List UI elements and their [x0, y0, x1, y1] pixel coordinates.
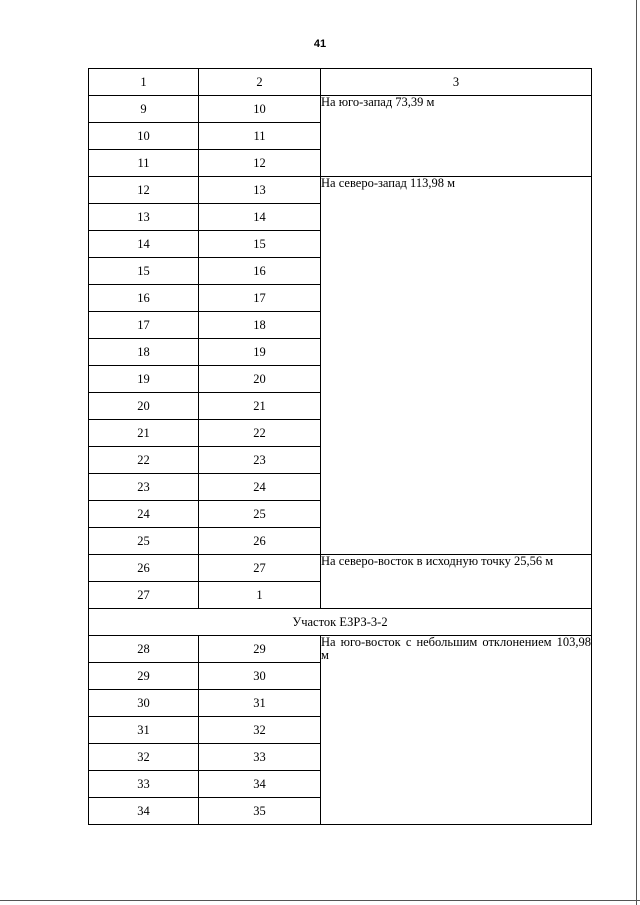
point-from-cell: 15: [89, 258, 199, 285]
table-header-row: [89, 69, 592, 96]
point-to-cell: 10: [199, 96, 321, 123]
point-to-cell: 27: [199, 555, 321, 582]
page-border-right: [636, 0, 637, 905]
table-row: [89, 96, 592, 123]
point-from-cell: 12: [89, 177, 199, 204]
point-to-cell: 19: [199, 339, 321, 366]
point-from-cell: 16: [89, 285, 199, 312]
point-to-cell: 20: [199, 366, 321, 393]
point-to-cell: 30: [199, 663, 321, 690]
point-from-cell: 18: [89, 339, 199, 366]
point-from-cell: 25: [89, 528, 199, 555]
point-from-cell: 23: [89, 474, 199, 501]
direction-description-cell: На северо-запад 113,98 м: [321, 177, 592, 555]
page-border-bottom: [0, 900, 640, 901]
point-to-cell: 12: [199, 150, 321, 177]
point-from-cell: 34: [89, 798, 199, 825]
page-number: 41: [313, 38, 327, 50]
direction-description-cell: На юго-восток с небольшим отклонением 103,98 м: [321, 636, 592, 825]
point-from-cell: 28: [89, 636, 199, 663]
point-to-cell: 16: [199, 258, 321, 285]
table-row: [89, 177, 592, 204]
point-to-cell: 34: [199, 771, 321, 798]
direction-description-cell: На юго-запад 73,39 м: [321, 96, 592, 177]
point-to-cell: 33: [199, 744, 321, 771]
point-to-cell: 23: [199, 447, 321, 474]
point-from-cell: 14: [89, 231, 199, 258]
point-from-cell: 13: [89, 204, 199, 231]
point-from-cell: 30: [89, 690, 199, 717]
point-from-cell: 17: [89, 312, 199, 339]
point-to-cell: 11: [199, 123, 321, 150]
point-to-cell: 22: [199, 420, 321, 447]
table-body: [89, 69, 592, 825]
point-from-cell: 32: [89, 744, 199, 771]
direction-description-cell: На северо-восток в исходную точку 25,56 м: [321, 555, 592, 609]
section-title-cell: Участок ЕЗРЗ-3-2: [89, 609, 592, 636]
point-from-cell: 9: [89, 96, 199, 123]
point-from-cell: 24: [89, 501, 199, 528]
table-row: [89, 636, 592, 663]
point-to-cell: 24: [199, 474, 321, 501]
point-from-cell: 11: [89, 150, 199, 177]
header-col-3: 3: [321, 69, 592, 96]
header-col-1: 1: [89, 69, 199, 96]
point-to-cell: 35: [199, 798, 321, 825]
point-to-cell: 13: [199, 177, 321, 204]
point-from-cell: 29: [89, 663, 199, 690]
point-from-cell: 27: [89, 582, 199, 609]
point-from-cell: 21: [89, 420, 199, 447]
table-row: [89, 555, 592, 582]
section-row: [89, 609, 592, 636]
point-from-cell: 10: [89, 123, 199, 150]
point-to-cell: 25: [199, 501, 321, 528]
point-to-cell: 26: [199, 528, 321, 555]
point-to-cell: 31: [199, 690, 321, 717]
point-to-cell: 29: [199, 636, 321, 663]
point-to-cell: 21: [199, 393, 321, 420]
point-to-cell: 32: [199, 717, 321, 744]
point-from-cell: 22: [89, 447, 199, 474]
point-from-cell: 20: [89, 393, 199, 420]
header-col-2: 2: [199, 69, 321, 96]
point-from-cell: 31: [89, 717, 199, 744]
point-from-cell: 19: [89, 366, 199, 393]
point-to-cell: 17: [199, 285, 321, 312]
point-from-cell: 33: [89, 771, 199, 798]
point-to-cell: 18: [199, 312, 321, 339]
point-from-cell: 26: [89, 555, 199, 582]
point-to-cell: 1: [199, 582, 321, 609]
point-to-cell: 15: [199, 231, 321, 258]
point-to-cell: 14: [199, 204, 321, 231]
coordinates-table: [88, 68, 592, 825]
